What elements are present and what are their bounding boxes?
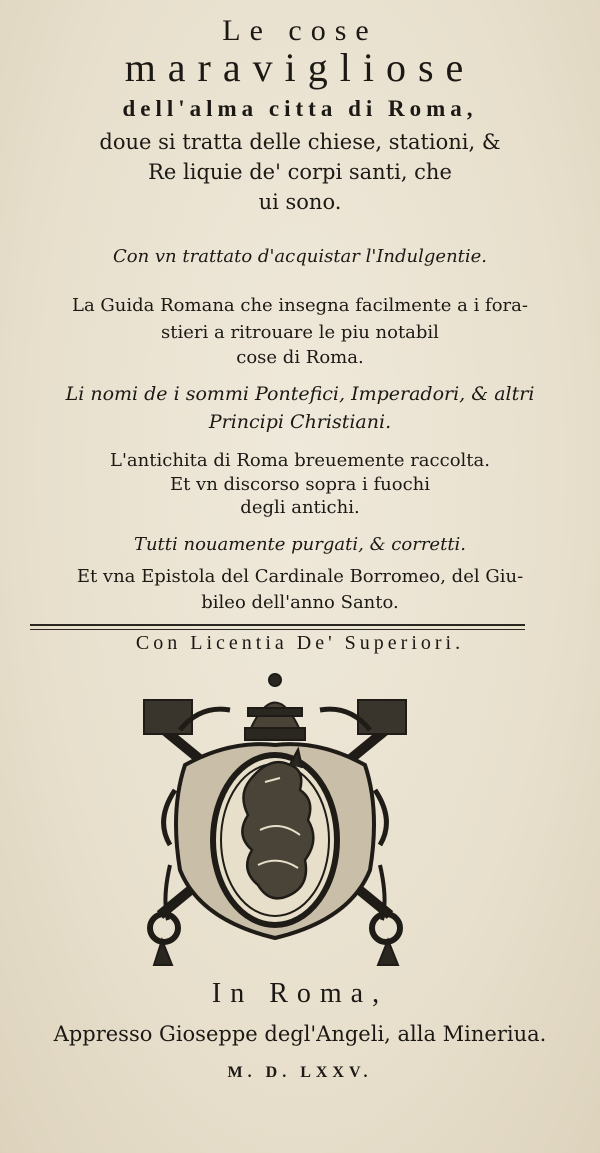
license-top-rule-2 bbox=[30, 629, 525, 630]
papal-tiara-icon bbox=[180, 674, 370, 740]
title-line-1: Le cose bbox=[222, 14, 378, 47]
antichita-line-1: L'antichita di Roma breuemente raccolta. bbox=[110, 450, 490, 471]
guida-line-2: stieri a ritrouare le piu notabil bbox=[161, 322, 439, 343]
title-line-4: doue si tratta delle chiese, stationi, & bbox=[99, 130, 501, 154]
antichita-line-3: degli antichi. bbox=[240, 497, 360, 518]
guida-line-3: cose di Roma. bbox=[236, 347, 364, 368]
title-line-6: ui sono. bbox=[258, 190, 342, 214]
epistola-line-1: Et vna Epistola del Cardinale Borromeo, del Giu- bbox=[76, 566, 524, 587]
purgati-line: Tutti nouamente purgati, & corretti. bbox=[133, 534, 467, 555]
imprint-printer: Appresso Gioseppe degl'Angeli, alla Mineriua. bbox=[53, 1022, 547, 1046]
pontefici-line-2: Principi Christiani. bbox=[208, 411, 392, 433]
license-line: Con Licentia De' Superiori. bbox=[135, 632, 465, 654]
indulgence-treatise: Con vn trattato d'acquistar l'Indulgentie. bbox=[112, 246, 488, 267]
title-line-5: Re liquie de' corpi santi, che bbox=[148, 160, 452, 184]
imprint-year: M. D. LXXV. bbox=[227, 1064, 373, 1081]
antichita-line-2: Et vn discorso sopra i fuochi bbox=[169, 474, 431, 495]
imprint-city: In Roma, bbox=[211, 978, 389, 1009]
title-line-2: maravigliose bbox=[124, 45, 476, 90]
guida-line-1: La Guida Romana che insegna facilmente a i fora- bbox=[72, 295, 528, 316]
license-top-rule bbox=[30, 624, 525, 626]
tassel-icon bbox=[154, 940, 398, 965]
pontefici-line-1: Li nomi de i sommi Pontefici, Imperadori, & altri bbox=[65, 383, 535, 405]
epistola-line-2: bileo dell'anno Santo. bbox=[201, 592, 399, 613]
papal-coat-of-arms bbox=[140, 670, 410, 970]
title-line-3: dell'alma citta di Roma, bbox=[122, 96, 478, 121]
